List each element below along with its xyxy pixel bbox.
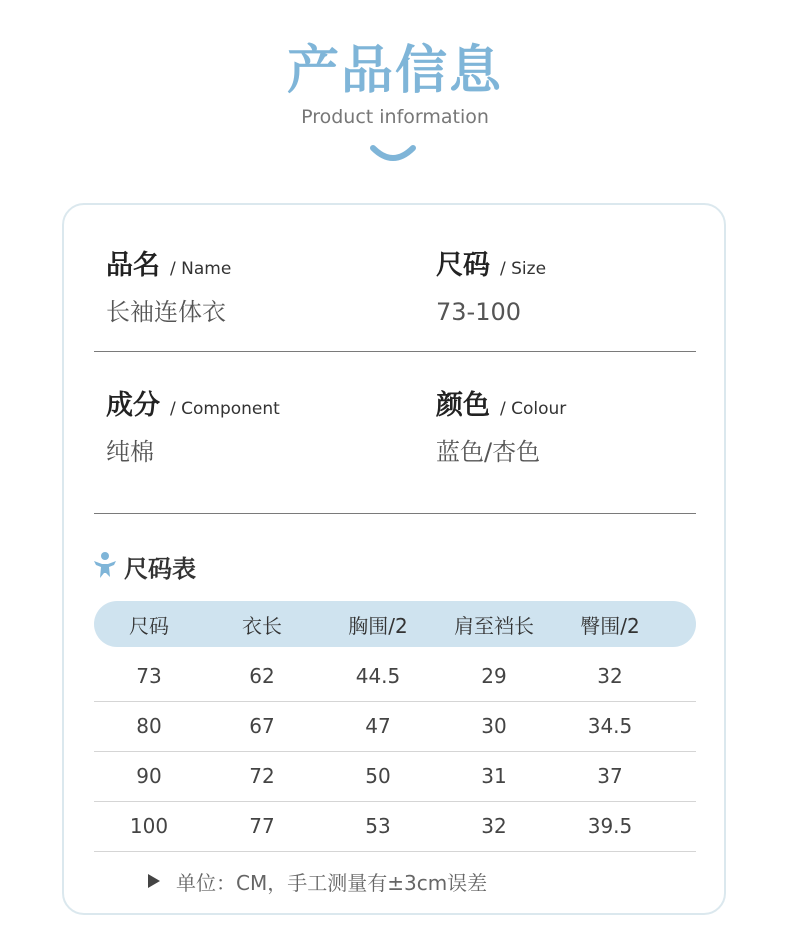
table-cell: 73	[136, 664, 162, 688]
size-chart-title: 尺码表	[124, 554, 196, 583]
info-name	[106, 249, 231, 328]
page-title: 产品信息	[286, 41, 503, 101]
table-cell: 39.5	[587, 814, 633, 838]
table-cell: 32	[597, 664, 623, 688]
note-text: 单位：CM，手工测量有±3cm误差	[176, 870, 488, 895]
column-header: 肩至裆长	[454, 613, 534, 638]
name-value: 长袖连体衣	[106, 298, 226, 326]
component-value: 纯棉	[106, 438, 154, 466]
info-colour	[436, 389, 566, 468]
column-header: 臀围/2	[580, 613, 640, 638]
colour-label: 颜色	[436, 390, 490, 421]
component-label: 成分	[106, 390, 160, 421]
table-cell: 29	[481, 664, 507, 688]
name-label: 品名	[106, 250, 160, 281]
info-size	[436, 249, 546, 328]
table-cell: 100	[129, 814, 169, 838]
table-cell: 53	[365, 814, 391, 838]
info-component	[106, 389, 280, 468]
divider	[94, 513, 696, 514]
table-cell: 50	[365, 764, 391, 788]
table-cell: 80	[136, 714, 162, 738]
table-cell: 32	[481, 814, 507, 838]
table-cell: 72	[249, 764, 275, 788]
table-row	[94, 701, 696, 752]
play-arrow-icon	[148, 874, 160, 888]
table-cell: 31	[481, 764, 507, 788]
baby-figure-icon	[92, 551, 118, 581]
table-cell: 67	[249, 714, 275, 738]
table-cell: 37	[597, 764, 623, 788]
size-chart-heading	[92, 549, 196, 583]
page-subtitle: Product information	[301, 106, 489, 128]
size-table-header	[94, 601, 696, 647]
size-label-en: / Size	[500, 259, 547, 279]
table-row	[94, 651, 696, 702]
smile-decoration-icon	[368, 140, 418, 166]
size-label: 尺码	[436, 250, 490, 281]
table-cell: 34.5	[587, 714, 633, 738]
component-label-en: / Component	[170, 399, 280, 419]
table-row	[94, 801, 696, 852]
table-cell: 44.5	[355, 664, 401, 688]
column-header: 尺码	[129, 613, 169, 638]
table-cell: 90	[136, 764, 162, 788]
size-value: 73-100	[436, 298, 522, 326]
table-cell: 77	[249, 814, 275, 838]
column-header: 胸围/2	[348, 613, 408, 638]
table-row	[94, 751, 696, 802]
table-cell: 62	[249, 664, 275, 688]
column-header: 衣长	[242, 613, 282, 638]
table-cell: 30	[481, 714, 507, 738]
name-label-en: / Name	[170, 259, 232, 279]
measurement-note	[148, 866, 487, 896]
colour-label-en: / Colour	[500, 399, 567, 419]
table-cell: 47	[365, 714, 391, 738]
divider	[94, 351, 696, 352]
colour-value: 蓝色/杏色	[436, 438, 541, 466]
